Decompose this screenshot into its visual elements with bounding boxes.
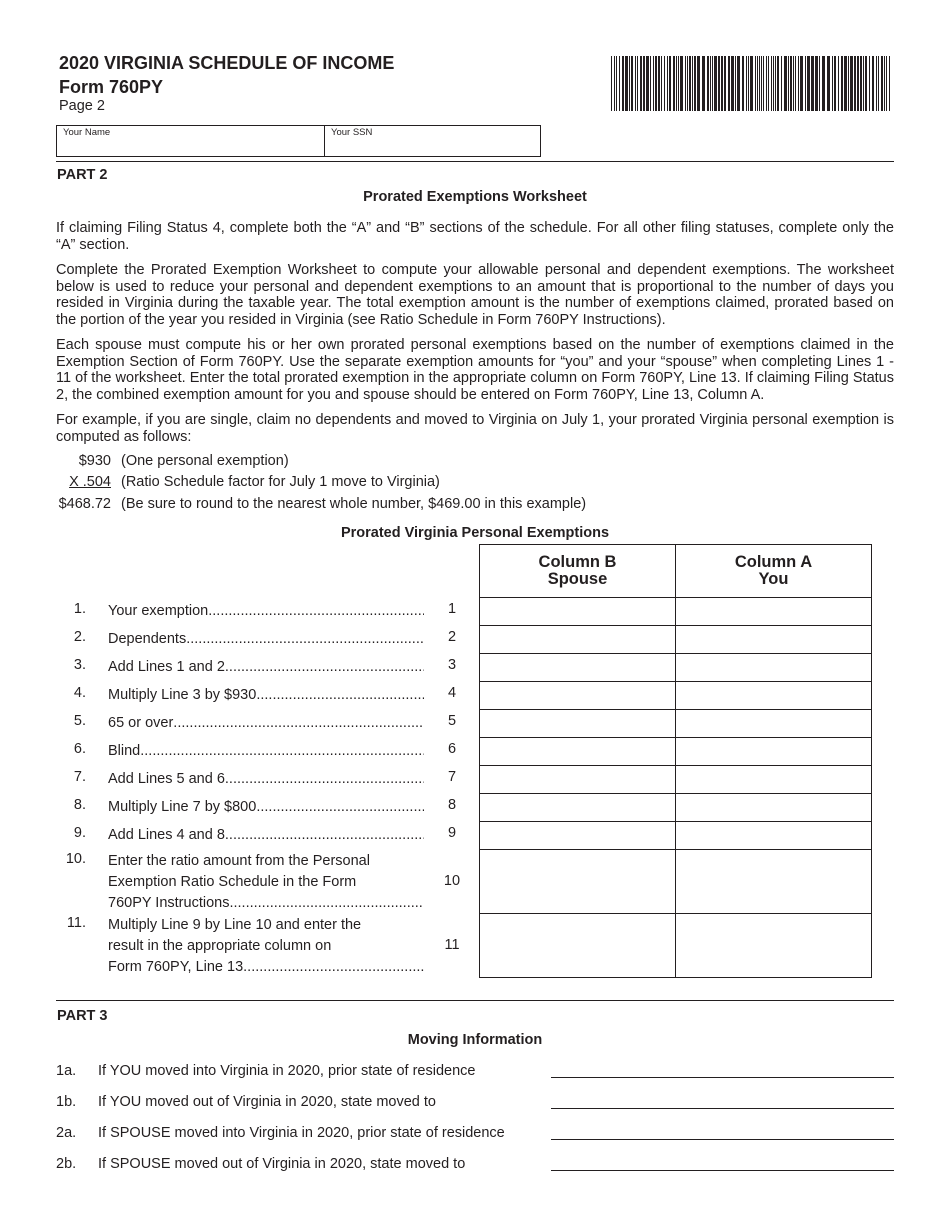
line-text: Multiply Line 3 by $930 bbox=[108, 687, 257, 703]
line-description bbox=[108, 825, 424, 846]
line-number: 6. bbox=[73, 741, 86, 757]
moving-row-number: 2a. bbox=[56, 1125, 77, 1141]
instruction-paragraph: Each spouse must compute his or her own prorated personal exemptions based on the number of exemptions claimed in the Exemption Section of Form 760PY. Use the separate exemption amounts for “you” and your “spouse” when completing Lines 1 - 11 of the worksheet. Enter the total prorated exemption in the appropriate column on Form 760PY, Line 13. If claiming Filing Status 2, the combined exemption amount for you and spouse should be entered on Form 760PY, Line 13, Column A. bbox=[56, 337, 894, 403]
moving-row-number: 2b. bbox=[56, 1156, 77, 1172]
line7-spouse-field[interactable] bbox=[480, 766, 676, 794]
line-description bbox=[108, 601, 424, 622]
line-reference: 10 bbox=[443, 873, 461, 889]
line-description bbox=[108, 713, 424, 734]
line1-you-field[interactable] bbox=[676, 598, 872, 626]
line-reference: 5 bbox=[447, 713, 457, 729]
line-text: Your exemption bbox=[108, 603, 209, 619]
line2-you-field[interactable] bbox=[676, 626, 872, 654]
line-number: 7. bbox=[73, 769, 86, 785]
line-text-last bbox=[108, 893, 424, 914]
line7-you-field[interactable] bbox=[676, 766, 872, 794]
line-text: Multiply Line 9 by Line 10 and enter the bbox=[108, 917, 362, 933]
moving-row-number: 1b. bbox=[56, 1094, 77, 1110]
state-moved-to-spouse-field[interactable] bbox=[551, 1170, 894, 1171]
line-reference: 8 bbox=[447, 797, 457, 813]
line-description bbox=[108, 741, 424, 762]
line-text: result in the appropriate column on bbox=[108, 938, 332, 954]
moving-row-text: If SPOUSE moved out of Virginia in 2020, state moved to bbox=[98, 1156, 466, 1172]
divider-part3 bbox=[56, 1000, 894, 1001]
line-text: Blind bbox=[108, 743, 141, 759]
line-text: Exemption Ratio Schedule in the Form bbox=[108, 874, 357, 890]
your-name-field[interactable] bbox=[61, 139, 323, 157]
column-a-subtitle: You bbox=[758, 570, 789, 588]
line8-spouse-field[interactable] bbox=[480, 794, 676, 822]
part3-label: PART 3 bbox=[57, 1008, 108, 1024]
line-reference: 7 bbox=[447, 769, 457, 785]
line-description bbox=[108, 915, 424, 978]
moving-row-text: If YOU moved into Virginia in 2020, prior state of residence bbox=[98, 1063, 476, 1079]
example-factor-value: X .504 bbox=[69, 474, 111, 490]
line1-spouse-field[interactable] bbox=[480, 598, 676, 626]
line3-you-field[interactable] bbox=[676, 654, 872, 682]
part2-label: PART 2 bbox=[57, 167, 108, 183]
line-number: 1. bbox=[73, 601, 86, 617]
line-description bbox=[108, 797, 424, 818]
line5-spouse-field[interactable] bbox=[480, 710, 676, 738]
line-text-last bbox=[108, 957, 424, 978]
prior-state-you-field[interactable] bbox=[551, 1077, 894, 1078]
line-number: 4. bbox=[73, 685, 86, 701]
column-a-title: Column A bbox=[734, 553, 813, 571]
line5-you-field[interactable] bbox=[676, 710, 872, 738]
your-ssn-field[interactable] bbox=[329, 139, 541, 157]
your-ssn-label: Your SSN bbox=[331, 127, 373, 138]
prior-state-spouse-field[interactable] bbox=[551, 1139, 894, 1140]
moving-row-number: 1a. bbox=[56, 1063, 77, 1079]
line-reference: 2 bbox=[447, 629, 457, 645]
example-text: (Ratio Schedule factor for July 1 move to Virginia) bbox=[121, 474, 440, 490]
moving-row-text: If YOU moved out of Virginia in 2020, state moved to bbox=[98, 1094, 436, 1110]
example-text: (One personal exemption) bbox=[121, 453, 289, 469]
example-factor bbox=[55, 474, 111, 490]
line-description bbox=[108, 851, 424, 914]
line8-you-field[interactable] bbox=[676, 794, 872, 822]
column-a-header bbox=[676, 545, 872, 598]
moving-row-text: If SPOUSE moved into Virginia in 2020, prior state of residence bbox=[98, 1125, 505, 1141]
barcode-graphic bbox=[611, 56, 893, 111]
line11-you-field[interactable] bbox=[676, 914, 872, 978]
line-description bbox=[108, 657, 424, 678]
line-description bbox=[108, 685, 424, 706]
line-text: Add Lines 4 and 8 bbox=[108, 827, 225, 843]
line9-you-field[interactable] bbox=[676, 822, 872, 850]
line6-spouse-field[interactable] bbox=[480, 738, 676, 766]
table-heading: Prorated Virginia Personal Exemptions bbox=[340, 525, 610, 541]
line3-spouse-field[interactable] bbox=[480, 654, 676, 682]
line-number: 3. bbox=[73, 657, 86, 673]
line-reference: 1 bbox=[447, 601, 457, 617]
line-text: 65 or over bbox=[108, 715, 174, 731]
line-description bbox=[108, 769, 424, 790]
part2-heading: Prorated Exemptions Worksheet bbox=[363, 189, 587, 205]
line6-you-field[interactable] bbox=[676, 738, 872, 766]
line-description bbox=[108, 629, 424, 650]
line2-spouse-field[interactable] bbox=[480, 626, 676, 654]
line-text: Enter the ratio amount from the Personal bbox=[108, 853, 370, 869]
line-number: 11. bbox=[66, 915, 86, 931]
line10-you-field[interactable] bbox=[676, 850, 872, 914]
example-result: $468.72 bbox=[58, 496, 111, 512]
example-text: (Be sure to round to the nearest whole number, $469.00 in this example) bbox=[121, 496, 587, 512]
line9-spouse-field[interactable] bbox=[480, 822, 676, 850]
line-reference: 9 bbox=[447, 825, 457, 841]
line-number: 8. bbox=[73, 797, 86, 813]
exemption-grid bbox=[479, 544, 872, 978]
line-number: 2. bbox=[73, 629, 86, 645]
line-text: Add Lines 1 and 2 bbox=[108, 659, 225, 675]
line-text: 760PY Instructions bbox=[108, 895, 230, 911]
instruction-paragraph: For example, if you are single, claim no dependents and moved to Virginia on July 1, your prorated Virginia personal exemption is computed as follows: bbox=[56, 412, 894, 445]
instruction-paragraph: Complete the Prorated Exemption Worksheet to compute your allowable personal and dependent exemptions. The worksheet below is used to reduce your personal and dependent exemptions to an amount that is proportional to the number of days you resided in Virginia during the taxable year. The total exemption amount is the number of exemptions claimed, prorated based on the portion of the year you resided in Virginia (see Ratio Schedule in Form 760PY Instructions). bbox=[56, 262, 894, 328]
line-reference: 6 bbox=[447, 741, 457, 757]
example-amount: $930 bbox=[78, 453, 111, 469]
column-b-title: Column B bbox=[538, 553, 617, 571]
instruction-paragraph: If claiming Filing Status 4, complete both the “A” and “B” sections of the schedule. For all other filing statuses, complete only the “A” section. bbox=[56, 220, 894, 253]
page-number: Page 2 bbox=[59, 98, 105, 114]
line-text: Multiply Line 7 by $800 bbox=[108, 799, 257, 815]
taxpayer-id-box bbox=[56, 125, 541, 157]
part3-heading: Moving Information bbox=[407, 1032, 543, 1048]
line4-you-field[interactable] bbox=[676, 682, 872, 710]
line-text: Dependents bbox=[108, 631, 187, 647]
line-reference: 3 bbox=[447, 657, 457, 673]
line4-spouse-field[interactable] bbox=[480, 682, 676, 710]
line-number: 10. bbox=[65, 851, 86, 867]
line11-spouse-field[interactable] bbox=[480, 914, 676, 978]
your-name-label: Your Name bbox=[63, 127, 111, 138]
state-moved-to-you-field[interactable] bbox=[551, 1108, 894, 1109]
line-reference: 4 bbox=[447, 685, 457, 701]
line10-spouse-field[interactable] bbox=[480, 850, 676, 914]
form-title: 2020 VIRGINIA SCHEDULE OF INCOME bbox=[59, 53, 395, 73]
form-number: Form 760PY bbox=[59, 77, 164, 97]
line-number: 9. bbox=[73, 825, 86, 841]
line-reference: 11 bbox=[444, 937, 460, 953]
line-text: Form 760PY, Line 13 bbox=[108, 959, 244, 975]
column-b-subtitle: Spouse bbox=[547, 570, 608, 588]
line-text: Add Lines 5 and 6 bbox=[108, 771, 225, 787]
divider-part2 bbox=[56, 161, 894, 162]
line-number: 5. bbox=[73, 713, 86, 729]
column-b-header bbox=[480, 545, 676, 598]
